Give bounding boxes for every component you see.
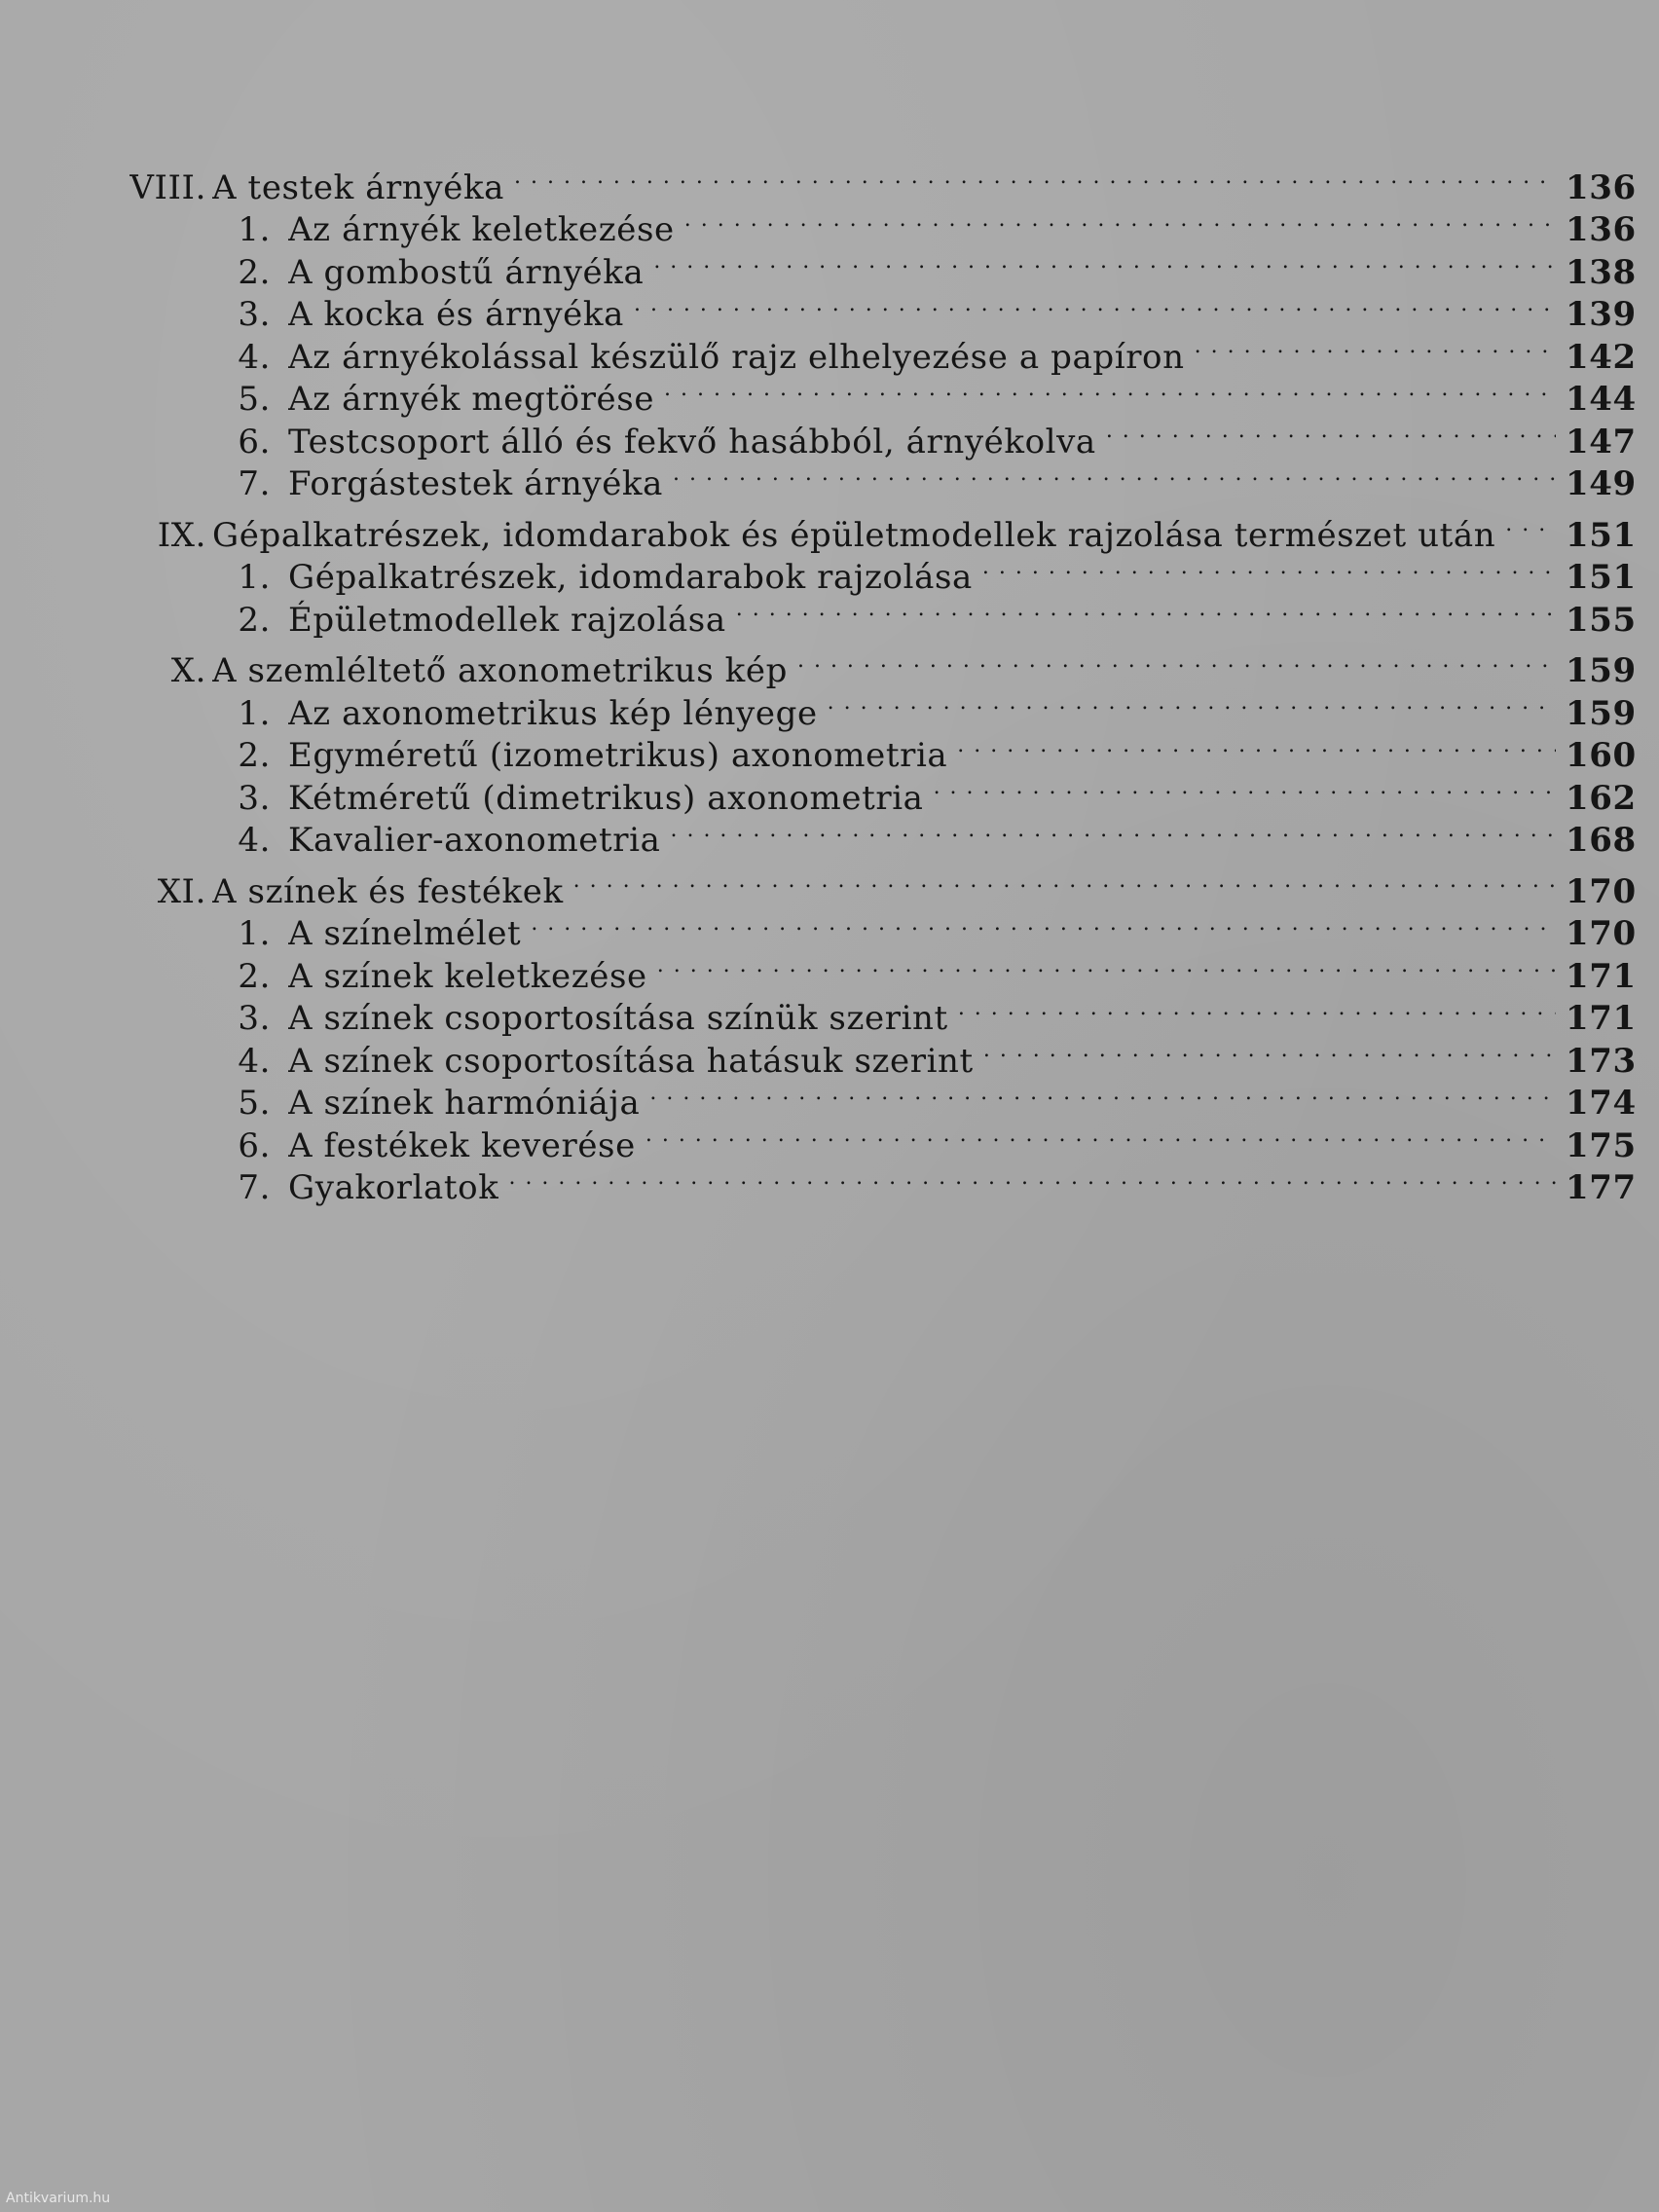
toc-page-number: 159: [1566, 651, 1637, 690]
toc-number: 7.: [238, 464, 271, 503]
dot-leader: [957, 724, 1556, 767]
toc-page-number: 149: [1566, 464, 1637, 503]
toc-number: 1.: [238, 914, 271, 953]
dot-leader: [982, 546, 1556, 589]
toc-title: A színek csoportosítása hatásuk szerint: [288, 1041, 974, 1081]
dot-leader: [664, 368, 1556, 411]
dot-leader: [508, 1157, 1556, 1199]
toc-page-number: 159: [1566, 693, 1637, 733]
toc-number: 3.: [238, 778, 271, 818]
toc-number: 5.: [238, 1084, 271, 1123]
dot-leader: [1195, 325, 1556, 368]
toc-page-number: 174: [1566, 1084, 1637, 1123]
toc-title: Gyakorlatok: [288, 1168, 499, 1207]
toc-number: 3.: [238, 999, 271, 1038]
dot-leader: [828, 682, 1556, 724]
toc-chapter-viii: [105, 156, 1637, 207]
toc-title: A színek és festékek: [212, 871, 564, 911]
toc-title: Gépalkatrészek, idomdarabok és épületmodellek rajzolása természet után: [212, 515, 1496, 555]
dot-leader: [736, 588, 1556, 631]
toc-title: Az árnyék megtörése: [288, 380, 655, 419]
table-of-contents: [105, 156, 1637, 1207]
toc-title: Az árnyékolással készülő rajz elhelyezése a papíron: [288, 337, 1185, 377]
toc-page-number: 151: [1566, 558, 1637, 597]
dot-leader: [657, 944, 1556, 987]
toc-number: XI.: [157, 871, 206, 911]
dot-leader: [514, 156, 1556, 199]
dot-leader: [983, 1029, 1556, 1072]
toc-page-number: 170: [1566, 871, 1637, 911]
toc-page-number: 160: [1566, 736, 1637, 775]
toc-page-number: 170: [1566, 914, 1637, 953]
toc-page-number: 139: [1566, 295, 1637, 334]
toc-chapter-x: [105, 640, 1637, 690]
toc-page-number: 177: [1566, 1168, 1637, 1207]
dot-leader: [531, 903, 1556, 945]
toc-number: 4.: [238, 821, 271, 860]
dot-leader: [684, 199, 1556, 241]
dot-leader: [649, 1072, 1556, 1115]
toc-title: Épületmodellek rajzolása: [288, 600, 726, 640]
dot-leader: [670, 809, 1556, 852]
toc-number: 1.: [238, 693, 271, 733]
toc-title: A festékek keverése: [288, 1125, 636, 1165]
toc-page-number: 147: [1566, 422, 1637, 461]
toc-number: VIII.: [129, 167, 206, 207]
toc-title: A gombostű árnyéka: [288, 252, 645, 292]
toc-number: 2.: [238, 956, 271, 996]
toc-page-number: 136: [1566, 210, 1637, 249]
dot-leader: [797, 640, 1556, 682]
toc-page-number: 168: [1566, 821, 1637, 860]
dot-leader: [645, 1114, 1556, 1157]
toc-number: 4.: [238, 337, 271, 377]
toc-page-number: 136: [1566, 167, 1637, 207]
toc-number: 2.: [238, 252, 271, 292]
toc-number: 2.: [238, 600, 271, 640]
toc-number: 7.: [238, 1168, 271, 1207]
dot-leader: [1106, 410, 1556, 453]
dot-leader: [958, 987, 1556, 1030]
dot-leader: [673, 453, 1556, 496]
dot-leader: [653, 240, 1556, 283]
toc-number: IX.: [157, 515, 206, 555]
toc-title: Testcsoport álló és fekvő hasábból, árnyékolva: [288, 422, 1096, 461]
dot-leader: [634, 283, 1556, 326]
toc-title: A kocka és árnyéka: [288, 295, 624, 334]
toc-title: Forgástestek árnyéka: [288, 464, 663, 503]
toc-title: A szemléltető axonometrikus kép: [212, 651, 788, 690]
watermark: Antikvarium.hu: [6, 2191, 111, 2206]
toc-page-number: 138: [1566, 252, 1637, 292]
toc-chapter-ix: [105, 503, 1637, 555]
toc-page-number: 171: [1566, 999, 1637, 1038]
toc-title: A színek harmóniája: [288, 1084, 641, 1123]
toc-number: 6.: [238, 422, 271, 461]
toc-page-number: 142: [1566, 337, 1637, 377]
toc-number: 1.: [238, 558, 271, 597]
toc-page-number: 151: [1566, 515, 1637, 555]
toc-title: Az árnyék keletkezése: [288, 210, 675, 249]
toc-page-number: 155: [1566, 600, 1637, 640]
toc-number: 4.: [238, 1041, 271, 1081]
toc-title: A testek árnyéka: [212, 167, 505, 207]
toc-number: 3.: [238, 295, 271, 334]
toc-page-number: 144: [1566, 380, 1637, 419]
toc-title: Egyméretű (izometrikus) axonometria: [288, 736, 948, 775]
toc-title: Az axonometrikus kép lényege: [288, 693, 818, 733]
toc-chapter-xi: [105, 860, 1637, 911]
toc-title: A színek csoportosítása színük szerint: [288, 999, 948, 1038]
toc-title: Kavalier-axonometria: [288, 821, 661, 860]
toc-title: A színelmélet: [288, 914, 522, 953]
toc-page-number: 162: [1566, 778, 1637, 818]
toc-number: 6.: [238, 1125, 271, 1165]
toc-number: X.: [170, 651, 206, 690]
toc-number: 1.: [238, 210, 271, 249]
toc-title: Kétméretű (dimetrikus) axonometria: [288, 778, 924, 818]
toc-number: 5.: [238, 380, 271, 419]
toc-number: 2.: [238, 736, 271, 775]
dot-leader: [573, 860, 1556, 903]
toc-title: Gépalkatrészek, idomdarabok rajzolása: [288, 558, 973, 597]
dot-leader: [1505, 503, 1556, 546]
toc-page-number: 171: [1566, 956, 1637, 996]
toc-title: A színek keletkezése: [288, 956, 647, 996]
toc-page-number: 175: [1566, 1125, 1637, 1165]
dot-leader: [934, 766, 1556, 809]
toc-page-number: 173: [1566, 1041, 1637, 1081]
